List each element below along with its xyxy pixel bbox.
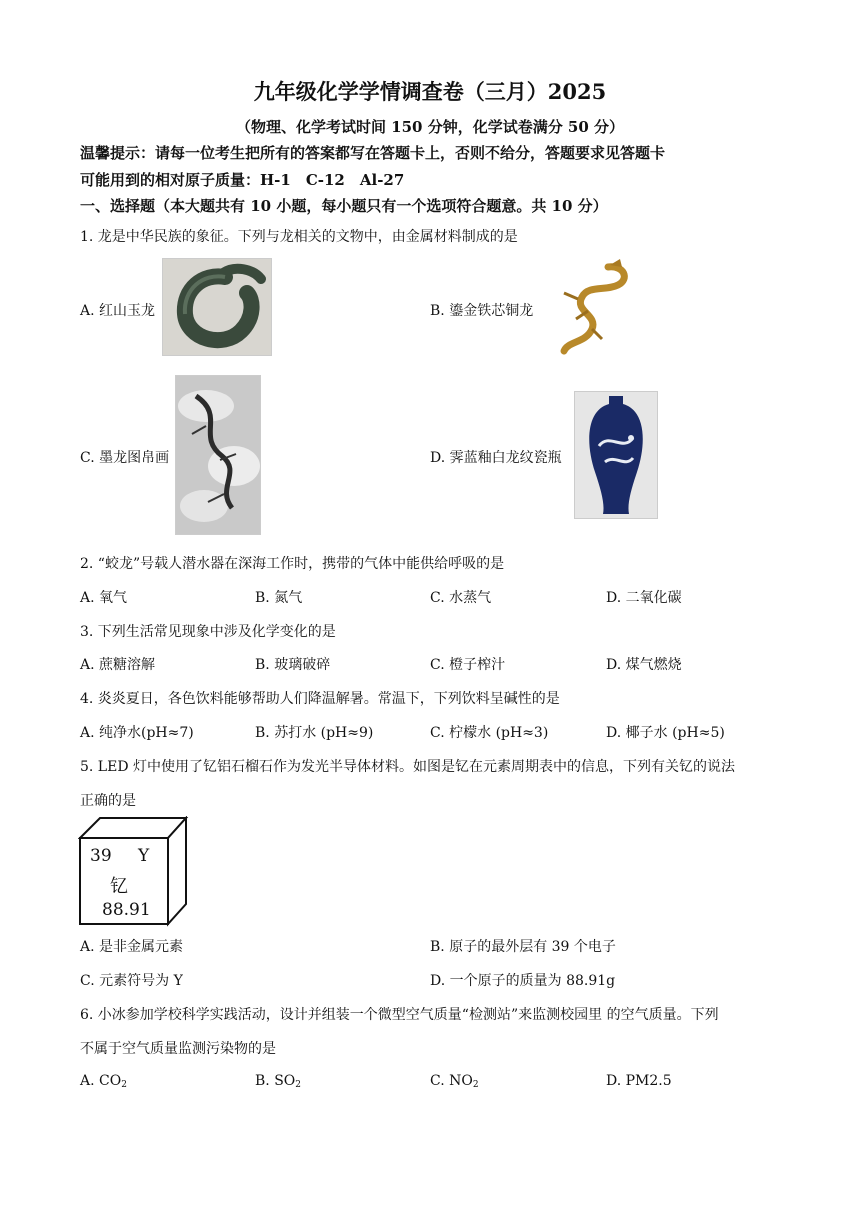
q2-option-b: B. 氮气 xyxy=(255,590,303,606)
question-1-stem: 1. 龙是中华民族的象征。下列与龙相关的文物中，由金属材料制成的是 xyxy=(80,229,518,245)
q2-option-c: C. 水蒸气 xyxy=(430,590,492,606)
q5-option-d: D. 一个原子的质量为 88.91g xyxy=(430,973,616,989)
q3-option-b: B. 玻璃破碎 xyxy=(255,657,331,673)
element-atomic-number: 39 xyxy=(90,846,112,866)
question-3-stem: 3. 下列生活常见现象中涉及化学变化的是 xyxy=(80,624,336,640)
q6-option-c: C. $NO_2$ xyxy=(430,1073,479,1090)
page-title: 九年级化学学情调查卷（三月）2025 xyxy=(253,79,607,104)
element-symbol: Y xyxy=(138,846,150,866)
tip-text: 温馨提示：请每一位考生把所有的答案都写在答题卡上，否则不给分，答题要求见答题卡 xyxy=(80,144,666,162)
q1-option-d: D. 霁蓝釉白龙纹瓷瓶 xyxy=(430,450,562,466)
question-4-stem: 4. 炎炎夏日，各色饮料能够帮助人们降温解暑。常温下，下列饮料呈碱性的是 xyxy=(80,691,560,707)
element-atomic-mass: 88.91 xyxy=(102,900,151,920)
q1-option-c: C. 墨龙图帛画 xyxy=(80,450,170,466)
question-6-stem-line1: 6. 小冰参加学校科学实践活动，设计并组装一个微型空气质量“检测站”来监测校园里 的空气质量。下列 xyxy=(80,1007,719,1023)
q3-option-a: A. 蔗糖溶解 xyxy=(80,657,156,673)
question-5-stem-line2: 正确的是 xyxy=(80,793,136,809)
gilded-bronze-dragon-image xyxy=(548,255,632,361)
q3-option-d: D. 煤气燃烧 xyxy=(606,657,682,673)
q4-option-c: C. 柠檬水 (pH≈3) xyxy=(430,725,549,741)
jade-dragon-image xyxy=(162,258,272,356)
element-card xyxy=(78,816,192,928)
q5-option-c: C. 元素符号为 Y xyxy=(80,973,183,989)
q6-option-d: D. PM2.5 xyxy=(606,1073,672,1089)
q5-option-a: A. 是非金属元素 xyxy=(80,939,184,955)
q6-option-a: A. $CO_2$ xyxy=(80,1073,127,1090)
q4-option-a: A. 纯净水(pH≈7) xyxy=(80,725,194,741)
q1-option-a: A. 红山玉龙 xyxy=(80,303,156,319)
blue-porcelain-vase-image xyxy=(574,391,658,519)
q2-option-d: D. 二氧化碳 xyxy=(606,590,682,606)
q6-option-b: B. $SO_2$ xyxy=(255,1073,301,1090)
q4-option-d: D. 椰子水 (pH≈5) xyxy=(606,725,725,741)
question-5-stem-line1: 5. LED 灯中使用了钇铝石榴石作为发光半导体材料。如图是钇在元素周期表中的信息，下列有关钇的说法 xyxy=(80,759,735,775)
q2-option-a: A. 氧气 xyxy=(80,590,128,606)
ink-dragon-painting-image xyxy=(175,375,261,535)
question-2-stem: 2. “蛟龙”号载人潜水器在深海工作时，携带的气体中能供给呼吸的是 xyxy=(80,556,505,572)
element-name: 钇 xyxy=(110,876,128,897)
atomic-mass-text: 可能用到的相对原子质量：H-1 C-12 Al-27 xyxy=(80,171,405,189)
q1-option-b: B. 鎏金铁芯铜龙 xyxy=(430,303,534,319)
section-heading: 一、选择题（本大题共有 10 小题，每小题只有一个选项符合题意。共 10 分） xyxy=(80,197,608,215)
question-6-stem-line2: 不属于空气质量监测污染物的是 xyxy=(80,1041,276,1057)
q5-option-b: B. 原子的最外层有 39 个电子 xyxy=(430,939,616,955)
exam-info: （物理、化学考试时间 150 分钟，化学试卷满分 50 分） xyxy=(235,118,625,136)
q3-option-c: C. 橙子榨汁 xyxy=(430,657,506,673)
q4-option-b: B. 苏打水 (pH≈9) xyxy=(255,725,374,741)
